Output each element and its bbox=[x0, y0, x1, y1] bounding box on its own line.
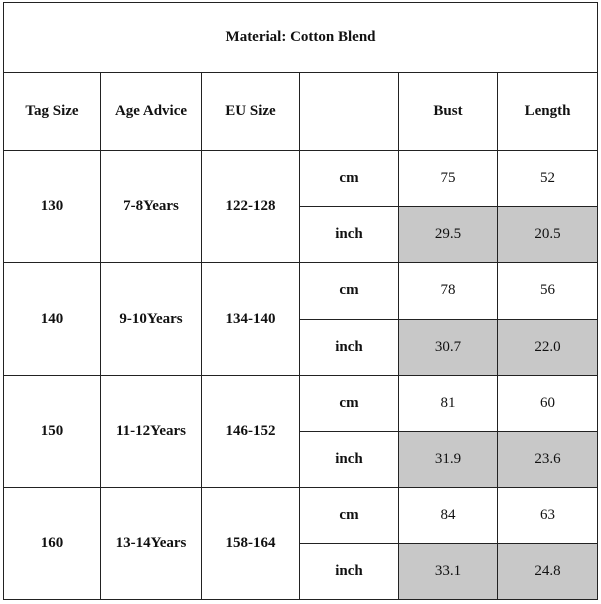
title-row bbox=[4, 3, 598, 73]
bust-cm-cell: 75 bbox=[399, 151, 498, 207]
bust-cm-cell: 84 bbox=[399, 487, 498, 543]
length-cm-cell: 52 bbox=[498, 151, 598, 207]
table-row bbox=[4, 487, 598, 543]
tag-size-cell: 140 bbox=[4, 263, 101, 375]
header-length: Length bbox=[498, 73, 598, 151]
size-chart-table bbox=[3, 2, 598, 600]
header-unit bbox=[300, 73, 399, 151]
header-eu-size: EU Size bbox=[202, 73, 300, 151]
age-advice-cell: 13-14Years bbox=[101, 487, 202, 599]
length-inch-cell: 20.5 bbox=[498, 207, 598, 263]
eu-size-cell: 158-164 bbox=[202, 487, 300, 599]
table-title: Material: Cotton Blend bbox=[4, 3, 598, 73]
unit-cm-cell: cm bbox=[300, 263, 399, 319]
header-tag-size: Tag Size bbox=[4, 73, 101, 151]
bust-inch-cell: 31.9 bbox=[399, 431, 498, 487]
length-cm-cell: 56 bbox=[498, 263, 598, 319]
unit-inch-cell: inch bbox=[300, 319, 399, 375]
length-cm-cell: 63 bbox=[498, 487, 598, 543]
length-inch-cell: 22.0 bbox=[498, 319, 598, 375]
eu-size-cell: 134-140 bbox=[202, 263, 300, 375]
eu-size-cell: 122-128 bbox=[202, 151, 300, 263]
unit-cm-cell: cm bbox=[300, 487, 399, 543]
bust-cm-cell: 81 bbox=[399, 375, 498, 431]
age-advice-cell: 9-10Years bbox=[101, 263, 202, 375]
header-age-advice: Age Advice bbox=[101, 73, 202, 151]
bust-inch-cell: 29.5 bbox=[399, 207, 498, 263]
unit-inch-cell: inch bbox=[300, 207, 399, 263]
header-row bbox=[4, 73, 598, 151]
tag-size-cell: 130 bbox=[4, 151, 101, 263]
table-row bbox=[4, 151, 598, 207]
length-inch-cell: 23.6 bbox=[498, 431, 598, 487]
length-cm-cell: 60 bbox=[498, 375, 598, 431]
unit-inch-cell: inch bbox=[300, 431, 399, 487]
unit-inch-cell: inch bbox=[300, 543, 399, 599]
tag-size-cell: 150 bbox=[4, 375, 101, 487]
age-advice-cell: 11-12Years bbox=[101, 375, 202, 487]
bust-inch-cell: 30.7 bbox=[399, 319, 498, 375]
bust-inch-cell: 33.1 bbox=[399, 543, 498, 599]
age-advice-cell: 7-8Years bbox=[101, 151, 202, 263]
unit-cm-cell: cm bbox=[300, 375, 399, 431]
table-row bbox=[4, 375, 598, 431]
table-row bbox=[4, 263, 598, 319]
tag-size-cell: 160 bbox=[4, 487, 101, 599]
header-bust: Bust bbox=[399, 73, 498, 151]
length-inch-cell: 24.8 bbox=[498, 543, 598, 599]
eu-size-cell: 146-152 bbox=[202, 375, 300, 487]
bust-cm-cell: 78 bbox=[399, 263, 498, 319]
unit-cm-cell: cm bbox=[300, 151, 399, 207]
